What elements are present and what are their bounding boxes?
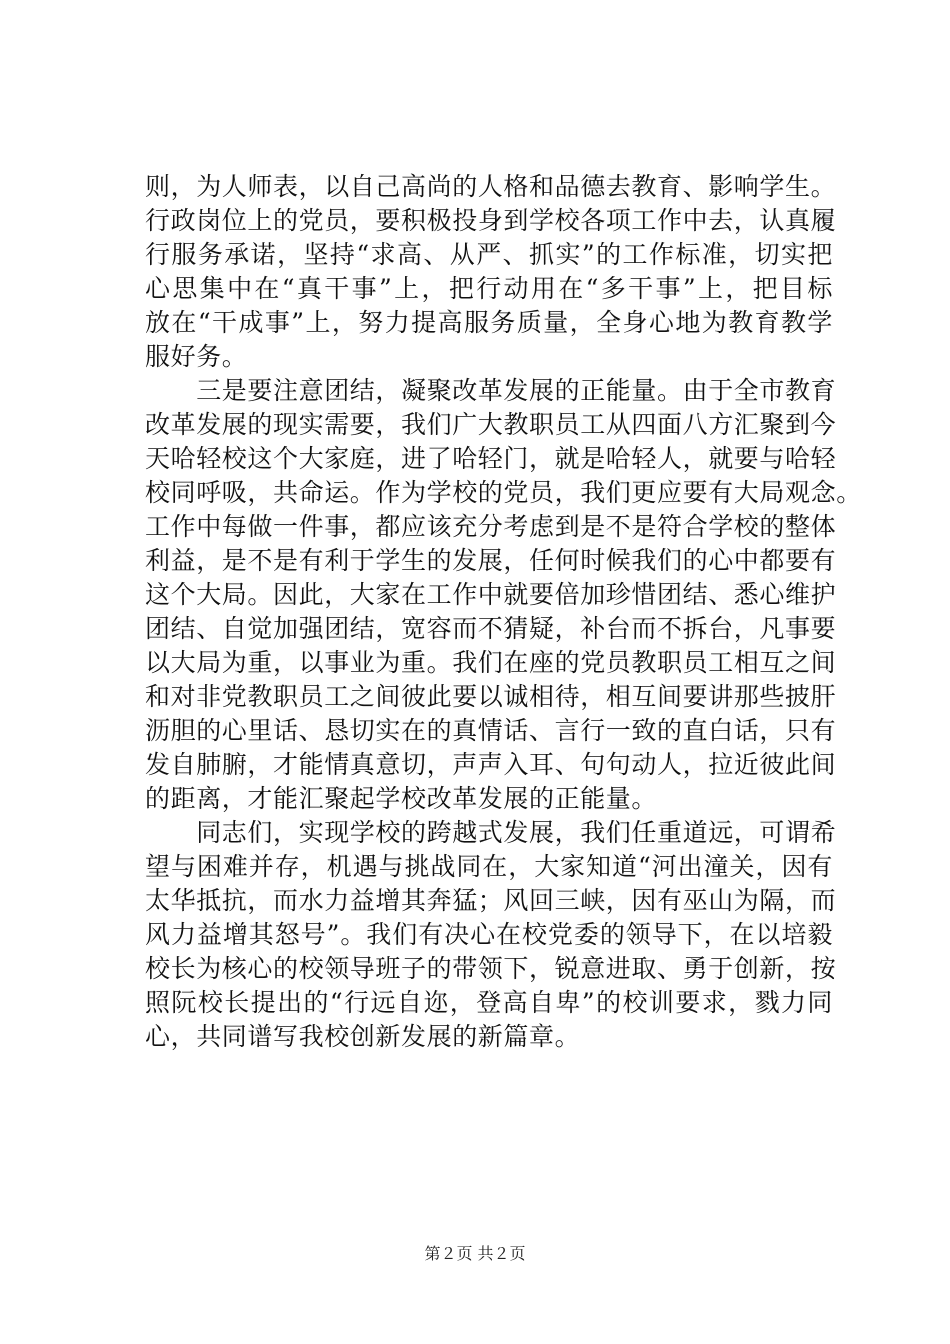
text-line: 和对非党教职员工之间彼此要以诚相待，相互间要讲那些披肝 <box>145 682 837 711</box>
text-line: 则，为人师表，以自己高尚的人格和品德去教育、影响学生。 <box>145 172 837 201</box>
text-line: 太华抵抗，而水力益增其奔猛；风回三峡，因有巫山为隔，而 <box>145 886 837 915</box>
text-line: 照阮校长提出的“行远自迩，登高自卑”的校训要求，戮力同 <box>145 988 833 1017</box>
text-line: 同志们，实现学校的跨越式发展，我们任重道远，可谓希 <box>145 818 837 847</box>
text-line: 校长为核心的校领导班子的带领下，锐意进取、勇于创新，按 <box>145 954 837 983</box>
text-line: 三是要注意团结，凝聚改革发展的正能量。由于全市教育 <box>145 376 837 405</box>
text-line: 发自肺腑，才能情真意切，声声入耳、句句动人，拉近彼此间 <box>145 750 837 779</box>
text-line: 心，共同谱写我校创新发展的新篇章。 <box>145 1022 581 1051</box>
text-line: 风力益增其怒号”。我们有决心在校党委的领导下，在以培毅 <box>145 920 833 949</box>
text-line: 行政岗位上的党员，要积极投身到学校各项工作中去，认真履 <box>145 206 837 235</box>
text-line: 利益，是不是有利于学生的发展，任何时候我们的心中都要有 <box>145 546 837 575</box>
text-line: 校同呼吸，共命运。作为学校的党员，我们更应要有大局观念。 <box>145 478 862 507</box>
text-line: 放在“干成事”上，努力提高服务质量，全身心地为教育教学 <box>145 308 833 337</box>
text-line: 行服务承诺，坚持“求高、从严、抓实”的工作标准，切实把 <box>145 240 833 269</box>
text-line: 改革发展的现实需要，我们广大教职员工从四面八方汇聚到今 <box>145 410 837 439</box>
text-line: 沥胆的心里话、恳切实在的真情话、言行一致的直白话，只有 <box>145 716 837 745</box>
text-line: 工作中每做一件事，都应该充分考虑到是不是符合学校的整体 <box>145 512 837 541</box>
text-line: 望与困难并存，机遇与挑战同在，大家知道“河出潼关，因有 <box>145 852 833 881</box>
text-line: 天哈轻校这个大家庭，进了哈轻门，就是哈轻人，就要与哈轻 <box>145 444 837 473</box>
text-line: 这个大局。因此，大家在工作中就要倍加珍惜团结、悉心维护 <box>145 580 837 609</box>
body-text <box>145 170 862 1054</box>
page-footer: 第２页 共２页 <box>424 1244 526 1263</box>
text-line: 心思集中在“真干事”上，把行动用在“多干事”上，把目标 <box>145 274 833 303</box>
text-line: 服好务。 <box>145 342 248 371</box>
text-line: 以大局为重，以事业为重。我们在座的党员教职员工相互之间 <box>145 648 837 677</box>
text-line: 团结、自觉加强团结，宽容而不猜疑，补台而不拆台，凡事要 <box>145 614 837 643</box>
text-line: 的距离，才能汇聚起学校改革发展的正能量。 <box>145 784 658 813</box>
